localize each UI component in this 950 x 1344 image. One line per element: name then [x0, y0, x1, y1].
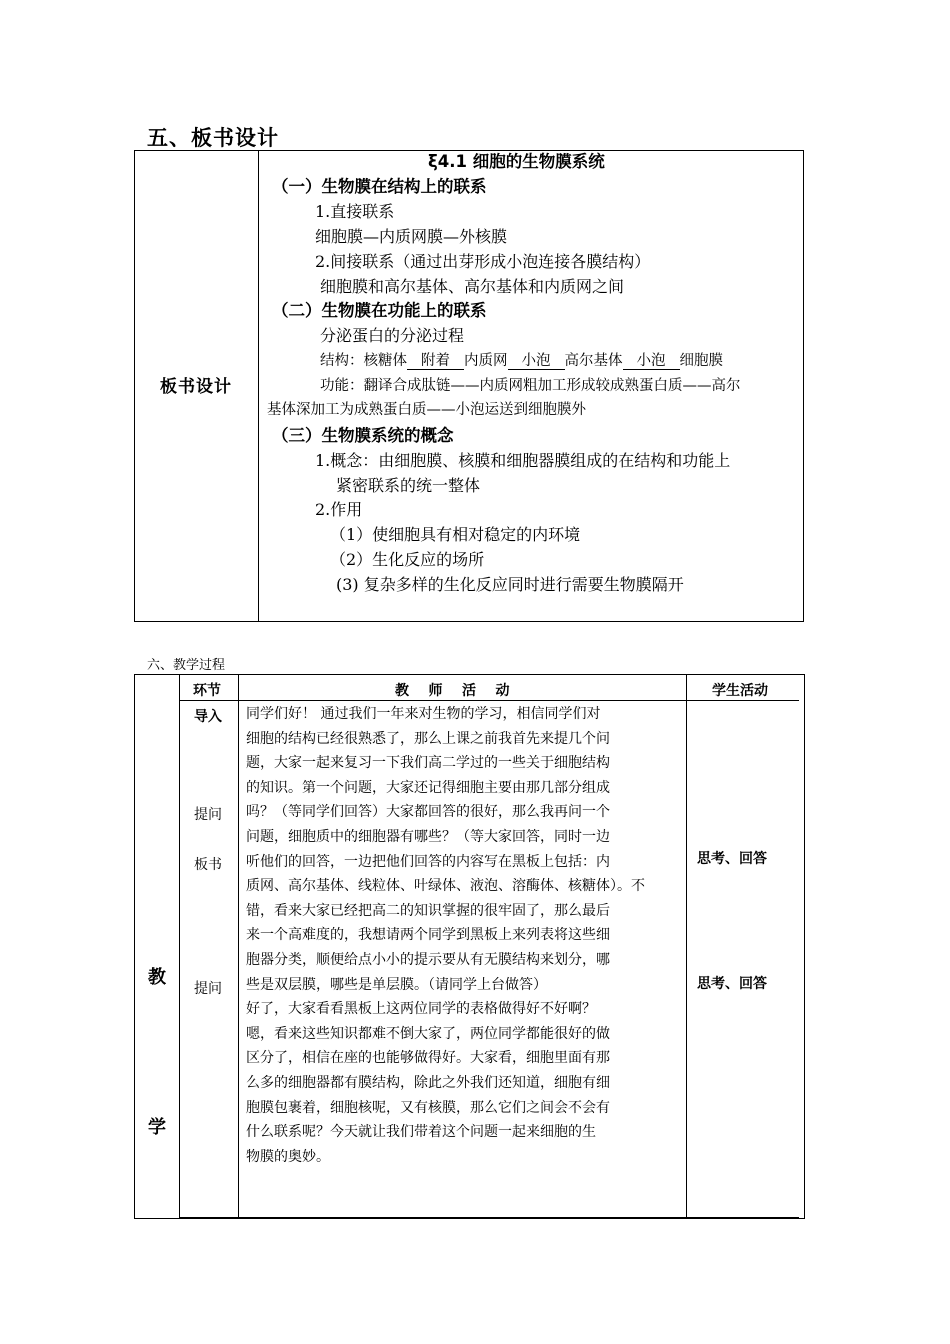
table-col-divider-1 [179, 674, 180, 1219]
board-table-divider [258, 150, 259, 622]
part1-line4: 细胞膜和高尔基体、高尔基体和内质网之间 [320, 277, 625, 296]
header-stage: 环节 [193, 683, 221, 699]
table-bottom-inner-line [179, 1217, 799, 1218]
teacher-activity-text: 同学们好！ 通过我们一年来对生物的学习，相信同学们对 细胞的结构已经很熟悉了，那么上课之前我首先来提几个问 题，大家一起来复习一下我们高二学过的一些关于细胞结构 的知识。第一个问题，大家还记得细胞主要由那几部分组成 吗？（等同学们回答）大家都回答的很好，那么我再问一个 问题，细胞质中的细胞器有哪些？（等大家回答，同时一边 听他们的回答，一边把他们回答的内容写在黑板上包括：内 质网、高尔基体、线粒体、叶绿体、液泡、溶酶体、核糖体）。不 错，看来大家已经把高二的知识掌握的很牢固了，那么最后 来一个高难度的，我想请两个同学到黑板上来列表将这些细 胞器分类，顺便给点小小的提示要从有无膜结构来划分，哪 些是双层膜，哪些是单层膜。（请同学上台做答） 好了，大家看看黑板上这两位同学的表格做得好不好啊？ 嗯，看来这些知识都难不倒大家了，两位同学都能很好的做 区分了，相信在座的也能够做得好。大家看，细胞里面有那 么多的细胞器都有膜结构，除此之外我们还知道，细胞有细 胞膜包裹着，细胞核呢，又有核膜，那么它们之间会不会有 什么联系呢？今天就让我们带着这个问题一起来细胞的生 物膜的奥妙。 [246, 706, 645, 1165]
part3-line5: （2）生化反应的场所 [330, 550, 485, 569]
section-6-heading: 六、教学过程 [147, 658, 226, 673]
stage-board: 板书 [194, 857, 222, 873]
part1-line2: 细胞膜—内质网膜—外核膜 [315, 227, 508, 246]
part2-heading: （二）生物膜在功能上的联系 [272, 301, 487, 320]
student-activity-1: 思考、回答 [697, 851, 767, 867]
left-char-jiao: 教 [148, 967, 166, 988]
table-header-divider [179, 700, 799, 701]
board-title: ξ4.1 细胞的生物膜系统 [428, 152, 605, 171]
part2-function-line1: 功能：翻译合成肽链——内质网粗加工形成较成熟蛋白质——高尔 [320, 378, 741, 394]
table-col-divider-2 [238, 674, 239, 1219]
part2-structure-line: 结构：核糖体 附着 内质网 小泡 高尔基体 小泡 细胞膜 [320, 353, 723, 369]
part3-heading: （三）生物膜系统的概念 [272, 426, 454, 445]
left-char-xue: 学 [148, 1117, 166, 1138]
part1-line1: 1.直接联系 [315, 202, 395, 221]
stage-question-1: 提问 [194, 807, 222, 823]
table-col-divider-3 [686, 674, 687, 1219]
part2-line1: 分泌蛋白的分泌过程 [320, 326, 465, 345]
board-design-label: 板书设计 [160, 377, 232, 397]
part1-line3: 2.间接联系（通过出芽形成小泡连接各膜结构） [315, 252, 651, 271]
part3-line6: (3) 复杂多样的生化反应同时进行需要生物膜隔开 [336, 575, 684, 594]
section-5-heading: 五、板书设计 [147, 125, 279, 150]
part3-line1: 1.概念：由细胞膜、核膜和细胞器膜组成的在结构和功能上 [315, 451, 731, 470]
stage-intro: 导入 [194, 709, 222, 725]
part2-function-line2: 基体深加工为成熟蛋白质——小泡运送到细胞膜外 [267, 402, 586, 418]
stage-question-2: 提问 [194, 981, 222, 997]
part3-line2: 紧密联系的统一整体 [336, 476, 481, 495]
header-teacher-activity: 教 师 活 动 [395, 683, 510, 699]
part1-heading: （一）生物膜在结构上的联系 [272, 177, 487, 196]
header-student-activity: 学生活动 [712, 683, 768, 699]
student-activity-2: 思考、回答 [697, 976, 767, 992]
part3-line3: 2.作用 [315, 500, 363, 519]
part3-line4: （1）使细胞具有相对稳定的内环境 [330, 525, 581, 544]
